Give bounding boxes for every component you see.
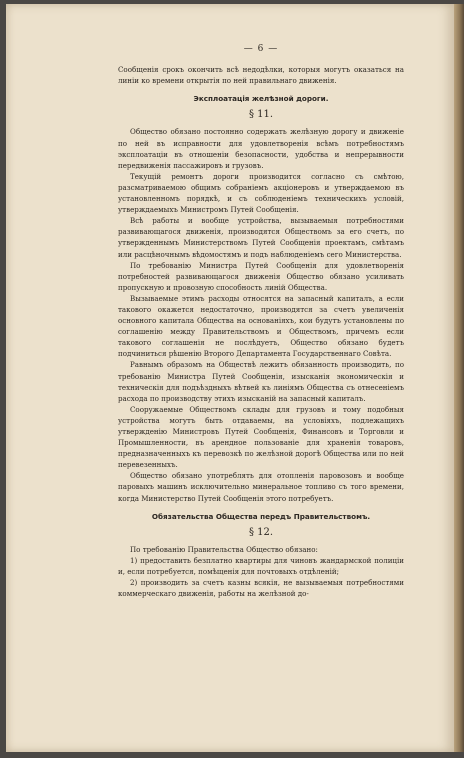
section-number: § 11.	[248, 109, 274, 121]
paragraph: Равнымъ образомъ на Обществѣ лежитъ обязанность производить, по требованію Министра Путей Сообщенія, изысканія экономическія и техническія для подъѣздныхъ вѣтвей къ линіямъ Общества съ отнесеніемъ расхода по производству этихъ изысканій на запасный капиталъ.	[118, 360, 404, 403]
paragraph: По требованію Министра Путей Сообщенія для удовлетворенія потребностей развивающагося движенія Общество обязано усиливать пропускную и провозную способность линій Общества.	[118, 260, 404, 292]
page-number: — 6 —	[243, 44, 279, 54]
paragraph: Текущій ремонтъ дороги производится согласно съ смѣтою, разсматриваемою общимъ собраніемъ акціонеровъ и утверждаемою въ установленномъ порядкѣ, и съ соблюденіемъ техническихъ условій, утверждаемыхъ Министромъ Путей Сообщенія.	[118, 171, 404, 215]
page-edge	[454, 4, 464, 752]
paragraph: 2) производить за счетъ казны всякія, не вызываемыя потребностями коммерческаго движенія, работы на желѣзной до-	[118, 578, 404, 599]
section-heading: Обязательства Общества передъ Правительствомъ.	[151, 511, 371, 521]
paragraph: Сообщенія срокъ окончить всѣ недодѣлки, которыя могутъ оказаться на линіи ко времени открытія по ней правильнаго движенія.	[118, 65, 404, 86]
page-content	[118, 40, 404, 599]
paragraph: Сооружаемые Обществомъ склады для грузовъ и тому подобныя устройства могутъ быть отдаваемы, на условіяхъ, подлежащихъ утвержденію Министровъ Путей Сообщенія, Финансовъ и Торговли и Промышленности, въ арендное пользованіе для храненія товаровъ, предназначенныхъ къ перевозкѣ по желѣзной дорогѣ Общества или по ней перевезенныхъ.	[118, 404, 404, 470]
paragraph: Общество обязано постоянно содержать желѣзную дорогу и движеніе по ней въ исправности для удовлетворенія всѣмъ потребностямъ эксплоатаціи въ отношеніи безопасности, удобства и непрерывности передвиженія пассажировъ и грузовъ.	[118, 127, 404, 170]
paragraph: Всѣ работы и вообще устройства, вызываемыя потребностями развивающагося движенія, производятся Обществомъ за его счетъ, по утвержденнымъ Министерствомъ Путей Сообщенія проектамъ, смѣтамъ или расцѣночнымъ вѣдомостямъ и подъ наблюденіемъ сего Министерства.	[118, 216, 404, 259]
paragraph: Вызываемые этимъ расходы относятся на запасный капиталъ, а если такового окажется недостаточно, производятся за счетъ увеличенія основного капитала Общества на основаніяхъ, кои будутъ установлены по соглашенію между Правительствомъ и Обществомъ, причемъ если такового соглашенія не послѣдуетъ, Общество обязано будетъ подчиниться рѣшенію Второго Департамента Государственнаго Совѣта.	[118, 293, 404, 359]
paragraph: 1) предоставить безплатно квартиры для чиновъ жандармской полиціи и, если потребуется, помѣщенія для почтовыхъ отдѣленій;	[118, 555, 404, 577]
section-heading: Эксплоатація желѣзной дороги.	[193, 94, 329, 104]
paragraph: По требованію Правительства Общество обязано:	[130, 544, 318, 554]
section-number: § 12.	[248, 526, 274, 538]
paragraph: Общество обязано употреблять для отопленія паровозовъ и вообще паровыхъ машинъ исключительно минеральное топливо съ того времени, когда Министерство Путей Сообщенія этого потребуетъ.	[118, 471, 404, 503]
